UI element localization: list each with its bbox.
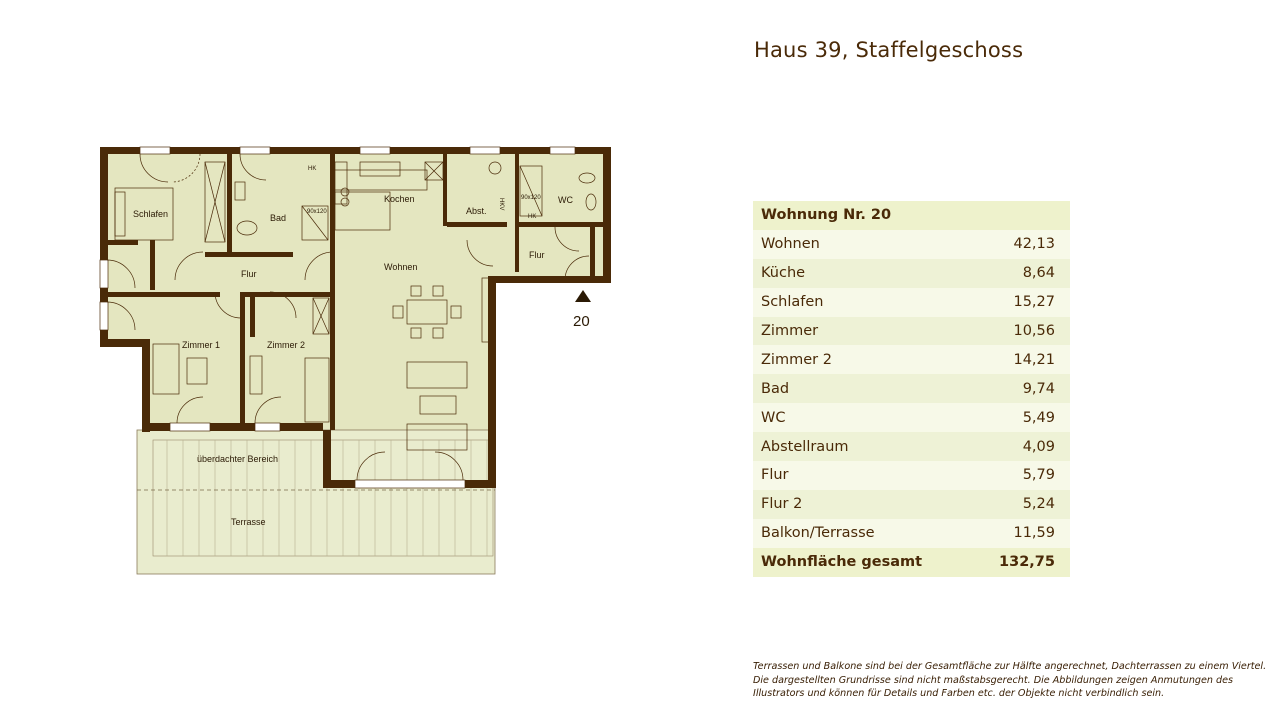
table-row [753,230,1070,259]
table-row [753,519,1070,548]
room-name: Bad [753,374,972,403]
table-row [753,432,1070,461]
room-area: 14,21 [972,345,1070,374]
room-area: 15,27 [972,288,1070,317]
room-label-flur-right: Flur [529,250,545,260]
table-row [753,461,1070,490]
hkv-mark: HKV [498,198,504,211]
room-area: 5,24 [972,490,1070,519]
table-row [753,490,1070,519]
footnote-line: Die dargestellten Grundrisse sind nicht maßstabsgerecht. Die Abbildungen zeigen Anmutungen des [753,674,1234,686]
room-name: Zimmer [753,317,972,346]
total-value: 132,75 [972,548,1070,577]
room-area: 11,59 [972,519,1070,548]
footnote-line: Terrassen und Balkone sind bei der Gesamtfläche zur Hälfte angerechnet, Dachterrassen zu einem Viertel. [753,661,1267,672]
terrace-area [137,430,495,574]
room-area: 8,64 [972,259,1070,288]
disclaimer-footnote [753,660,1273,701]
room-label-wc: WC [558,195,573,205]
room-area: 5,79 [972,461,1070,490]
room-area: 42,13 [972,230,1070,259]
room-label-ueberdacht: überdachter Bereich [197,454,279,464]
room-name: Zimmer 2 [753,345,972,374]
footnote-line: Illustrators und können für Details und Farben etc. der Objekte nicht verbindlich sein. [753,688,1165,700]
room-label-bad: Bad [270,213,287,223]
table-header-row [753,201,1070,230]
entrance-arrow-icon [575,290,591,302]
room-name: Balkon/Terrasse [753,519,972,548]
room-label-schlafen: Schlafen [133,209,169,219]
room-label-wohnen: Wohnen [384,262,418,272]
room-name: Wohnen [753,230,972,259]
room-name: Abstellraum [753,432,972,461]
room-area: 9,74 [972,374,1070,403]
room-name: Schlafen [753,288,972,317]
room-label-abst: Abst. [466,206,487,216]
table-row [753,374,1070,403]
page-title: Haus 39, Staffelgeschoss [754,38,1024,62]
room-area: 5,49 [972,403,1070,432]
total-label: Wohnfläche gesamt [753,548,972,577]
entrance-number: 20 [573,313,590,330]
room-label-terrasse: Terrasse [231,517,266,527]
table-total-row [753,548,1070,577]
area-table [753,201,1070,577]
table-row [753,259,1070,288]
floor-plan [95,140,625,580]
apartment-label: Wohnung Nr. 20 [753,201,972,230]
room-label-zimmer2: Zimmer 2 [267,340,305,350]
room-area: 4,09 [972,432,1070,461]
table-row [753,403,1070,432]
room-label-flur-left: Flur [241,269,257,279]
shower-size: 90x120 [307,209,327,215]
room-name: Flur 2 [753,490,972,519]
table-row [753,345,1070,374]
hk-mark: HK [528,214,537,220]
shower-size: 90x120 [521,195,541,201]
room-area: 10,56 [972,317,1070,346]
hk-mark: HK [308,166,317,172]
room-label-kochen: Kochen [384,194,415,204]
room-name: Flur [753,461,972,490]
table-row [753,317,1070,346]
room-name: Küche [753,259,972,288]
room-name: WC [753,403,972,432]
table-row [753,288,1070,317]
room-label-zimmer1: Zimmer 1 [182,340,220,350]
